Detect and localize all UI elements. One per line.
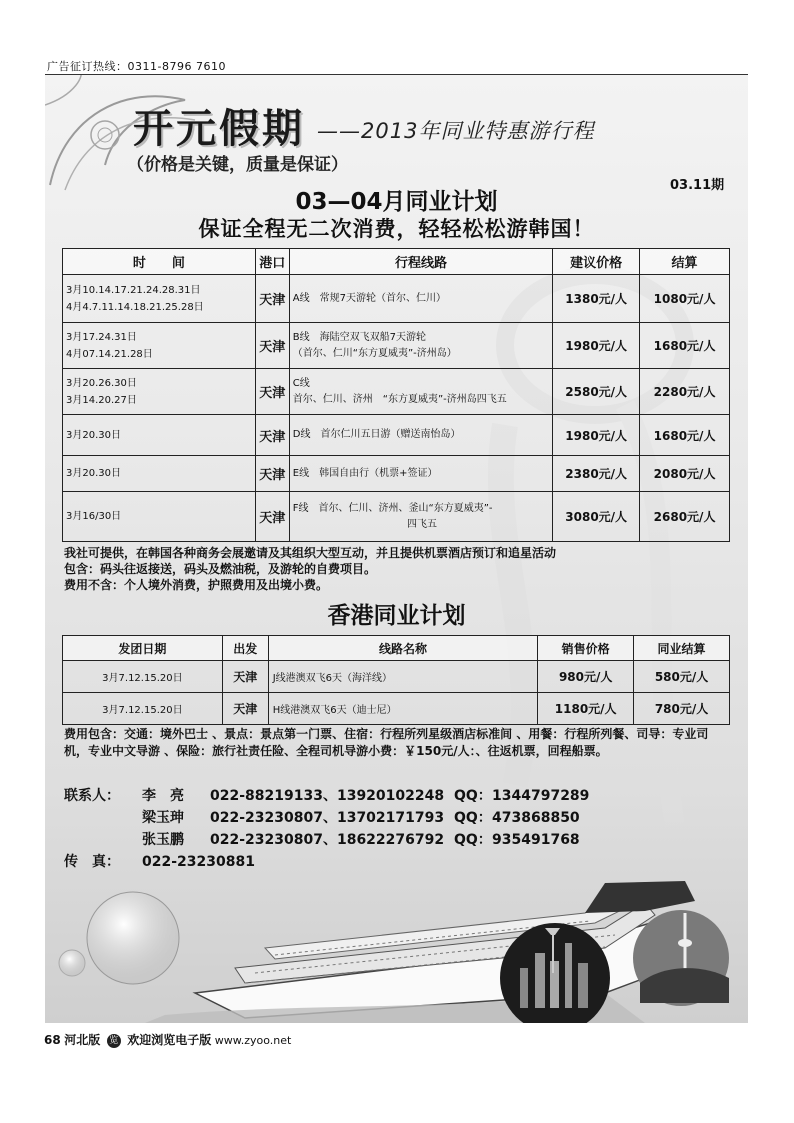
korea-plan-subtitle: 保证全程无二次消费，轻轻松松游韩国！ [198,217,595,241]
travel-advertisement [45,75,748,1023]
column-header: 时 间 [63,249,256,275]
suggested-price: 1380元/人 [553,275,640,323]
column-header: 发团日期 [63,636,223,661]
contact-name: 张玉鹏 [142,832,184,848]
hongkong-itinerary-table [62,635,730,725]
route [289,323,552,369]
settlement-price: 2280元/人 [640,369,730,415]
korea-plan-title: 03—04月同业计划 [295,189,498,215]
bubble [87,892,179,984]
suggested-price: 2380元/人 [553,456,640,492]
port: 天津 [255,275,289,323]
settlement-price: 580元/人 [634,661,730,693]
fee-includes: 费用包含：交通：境外巴士 、景点：景点第一门票、住宿：行程所列星级酒店标准间 、用餐：行程所列餐、司导：专业司机，专业中文导游 、保险：旅行社责任险、全程司机导游小费：￥150元/人：、往返机票，回程船票。 [64,727,709,758]
port: 天津 [222,693,268,725]
suggested-price: 1980元/人 [553,415,640,456]
settlement-price: 2080元/人 [640,456,730,492]
port: 天津 [255,369,289,415]
date-line: 3月10.14.17.21.24.28.31日 [66,284,201,296]
table-row [63,415,730,456]
sale-price: 1180元/人 [538,693,634,725]
bubble [59,950,85,976]
slogan: （价格是关键，质量是保证） [127,155,348,175]
port: 天津 [255,323,289,369]
route: H线港澳双飞6天（迪士尼） [268,693,538,725]
brand-logo-text: 开元假期 [133,106,305,152]
route-line: 四飞五 [407,518,437,530]
qq-number: 1344797289 [492,788,590,804]
port: 天津 [255,415,289,456]
departure-dates [63,275,256,323]
qq-number: 473868850 [492,810,580,826]
hongkong-plan-title: 香港同业计划 [327,603,466,629]
port: 天津 [255,492,289,542]
suggested-price: 1980元/人 [553,323,640,369]
settlement-price: 1680元/人 [640,415,730,456]
contact-phone: 022-88219133、13920102248 [210,788,445,804]
route-line: B线 海陆空双飞双船7天游轮 [292,331,426,343]
date-line: 3月20.26.30日 [66,377,137,389]
qq-label: QQ： [454,832,492,848]
table-header-row [63,636,730,661]
route-line: D线 首尔仁川五日游（赠送南怡岛） [292,429,461,440]
settlement-price: 1080元/人 [640,275,730,323]
column-header: 出发 [222,636,268,661]
route-line: 首尔、仁川、济州 “东方夏威夷”-济州岛四飞五 [292,393,507,405]
column-header: 结算 [640,249,730,275]
footer-text: 欢迎浏览电子版 [127,1033,212,1047]
route-line: A线 常规7天游轮（首尔、仁川） [292,292,446,304]
note-line: 包含：码头往返接送，码头及燃油税，及游轮的自费项目。 [64,562,377,576]
fax-number: 022-23230881 [142,854,255,870]
suggested-price: 2580元/人 [553,369,640,415]
table-row [63,456,730,492]
settlement-price: 2680元/人 [640,492,730,542]
route [289,492,552,542]
korea-itinerary-table [62,248,730,542]
route-line: （首尔、仁川“东方夏威夷”-济州岛） [292,347,457,359]
table-row [63,275,730,323]
table-row [63,369,730,415]
port: 天津 [222,661,268,693]
date-line: 3月20.30日 [66,468,121,479]
contact-phone: 022-23230807、18622276792 [210,832,445,848]
departure-dates [63,492,256,542]
route-line: F线 首尔、仁川、济州、釜山“东方夏威夷”- [292,502,493,514]
footer-url[interactable]: www.zyoo.net [214,1034,292,1047]
qq-label: QQ： [454,810,492,826]
issue-number: 03.11期 [670,178,725,193]
badge-icon: 览 [107,1034,121,1048]
departure-date: 3月7.12.15.20日 [63,693,223,725]
column-header: 行程线路 [289,249,552,275]
date-line: 3月14.20.27日 [66,394,137,406]
route [289,415,552,456]
route-line: C线 [292,377,310,389]
page-number: 68 [44,1033,61,1047]
date-line: 4月07.14.21.28日 [66,348,153,360]
column-header: 同业结算 [634,636,730,661]
route [289,275,552,323]
contact-name: 梁玉珅 [142,810,184,826]
column-header: 建议价格 [553,249,640,275]
settlement-price: 1680元/人 [640,323,730,369]
suggested-price: 3080元/人 [553,492,640,542]
brand-subtitle: ——2013年同业特惠游行程 [317,119,595,143]
column-header: 线路名称 [268,636,538,661]
contact-label: 联系人： [64,788,120,804]
korea-notes [64,545,556,593]
table-row [63,693,730,725]
ad-hotline: 广告征订热线：0311-8796 7610 [47,60,226,73]
qq-label: QQ： [454,788,492,804]
table-row [63,661,730,693]
sale-price: 980元/人 [538,661,634,693]
departure-dates [63,323,256,369]
departure-dates [63,369,256,415]
qq-number: 935491768 [492,832,580,848]
departure-dates [63,456,256,492]
table-row [63,323,730,369]
departure-date: 3月7.12.15.20日 [63,661,223,693]
date-line: 3月17.24.31日 [66,331,137,343]
route [289,369,552,415]
date-line: 3月16/30日 [66,511,122,522]
route [289,456,552,492]
table-header-row [63,249,730,275]
date-line: 4月4.7.11.14.18.21.25.28日 [66,301,204,313]
fax-label: 传 真： [64,854,120,870]
contact-name: 李 亮 [142,788,184,804]
route: J线港澳双飞6天（海洋线） [268,661,538,693]
route-line: E线 韩国自由行（机票+签证） [292,467,438,479]
port: 天津 [255,456,289,492]
table-row [63,492,730,542]
page-footer [44,1031,291,1048]
column-header: 销售价格 [538,636,634,661]
edition-label: 河北版 [64,1033,101,1047]
column-header: 港口 [255,249,289,275]
settlement-price: 780元/人 [634,693,730,725]
contact-phone: 022-23230807、13702171793 [210,810,445,826]
departure-dates [63,415,256,456]
note-line: 费用不含：个人境外消费，护照费用及出境小费。 [64,578,329,592]
note-line: 我社可提供，在韩国各种商务会展邀请及其组织大型互动，并且提供机票酒店预订和追星活动 [64,546,557,560]
date-line: 3月20.30日 [66,429,121,441]
